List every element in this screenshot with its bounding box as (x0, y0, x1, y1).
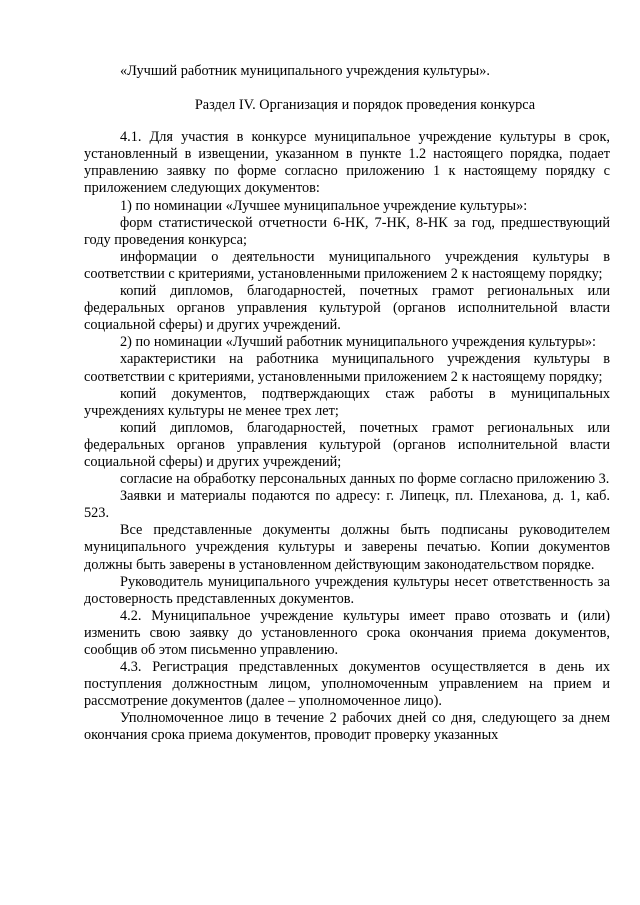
paragraph-4-1: 4.1. Для участия в конкурсе муниципальное учреждение культуры в срок, установленный в извещении, указанном в пункте 1.2 настоящего порядка, подает управлению заявку по форме согласно приложению 1 к настоящему порядку с приложением следующих документов: (84, 129, 610, 197)
section-heading: Раздел IV. Организация и порядок проведения конкурса (194, 97, 536, 114)
continued-nomination-line: «Лучший работник муниципального учреждения культуры». (120, 63, 490, 79)
paragraph-authorized-person: Уполномоченное лицо в течение 2 рабочих дней со дня, следующего за днем окончания срока приема документов, проводит проверку указанных (84, 710, 610, 744)
paragraph-4-2: 4.2. Муниципальное учреждение культуры имеет право отозвать и (или) изменить свою заявку до установленного срока окончания приема документов, сообщив об этом письменно управлению. (84, 607, 610, 658)
document-body (84, 63, 610, 745)
paragraph-head-responsibility: Руководитель муниципального учреждения культуры несет ответственность за достоверность представленных документов. (84, 573, 610, 607)
paragraph-diploma-copies-1: копий дипломов, благодарностей, почетных грамот региональных или федеральных органов управления культурой (органов исполнительной власти социальной сферы) и других учреждений. (84, 283, 610, 334)
paragraph-nomination-1: 1) по номинации «Лучшее муниципальное учреждение культуры»: (120, 197, 528, 214)
paragraph-statistical-forms: форм статистической отчетности 6-НК, 7-НК, 8-НК за год, предшествующий году проведения конкурса; (84, 214, 610, 248)
paragraph-employee-reference: характеристики на работника муниципального учреждения культуры в соответствии с критериями, установленными приложением 2 к настоящему порядку; (84, 351, 610, 385)
paragraph-diploma-copies-2: копий дипломов, благодарностей, почетных грамот региональных или федеральных органов управления культурой (органов исполнительной власти социальной сферы) и других учреждений; (84, 419, 610, 470)
paragraph-personal-data-consent: согласие на обработку персональных данных по форме согласно приложению 3. (120, 471, 610, 488)
paragraph-4-3: 4.3. Регистрация представленных документов осуществляется в день их поступления должностным лицом, уполномоченным управлением на прием и рассмотрение документов (далее – уполномоченное лицо). (84, 659, 610, 710)
paragraph-experience-documents: копий документов, подтверждающих стаж работы в муниципальных учреждениях культуры не менее трех лет; (84, 385, 610, 419)
paragraph-activity-info: информации о деятельности муниципального учреждения культуры в соответствии с критериями, установленными приложением 2 к настоящему порядку; (84, 248, 610, 282)
paragraph-nomination-2: 2) по номинации «Лучший работник муниципального учреждения культуры»: (120, 334, 596, 351)
paragraph-document-signing: Все представленные документы должны быть подписаны руководителем муниципального учреждения культуры и заверены печатью. Копии документов должны быть заверены в установленном действующим законодательством порядке. (84, 522, 610, 573)
paragraph-submission-address: Заявки и материалы подаются по адресу: г. Липецк, пл. Плеханова, д. 1, каб. 523. (84, 488, 610, 522)
